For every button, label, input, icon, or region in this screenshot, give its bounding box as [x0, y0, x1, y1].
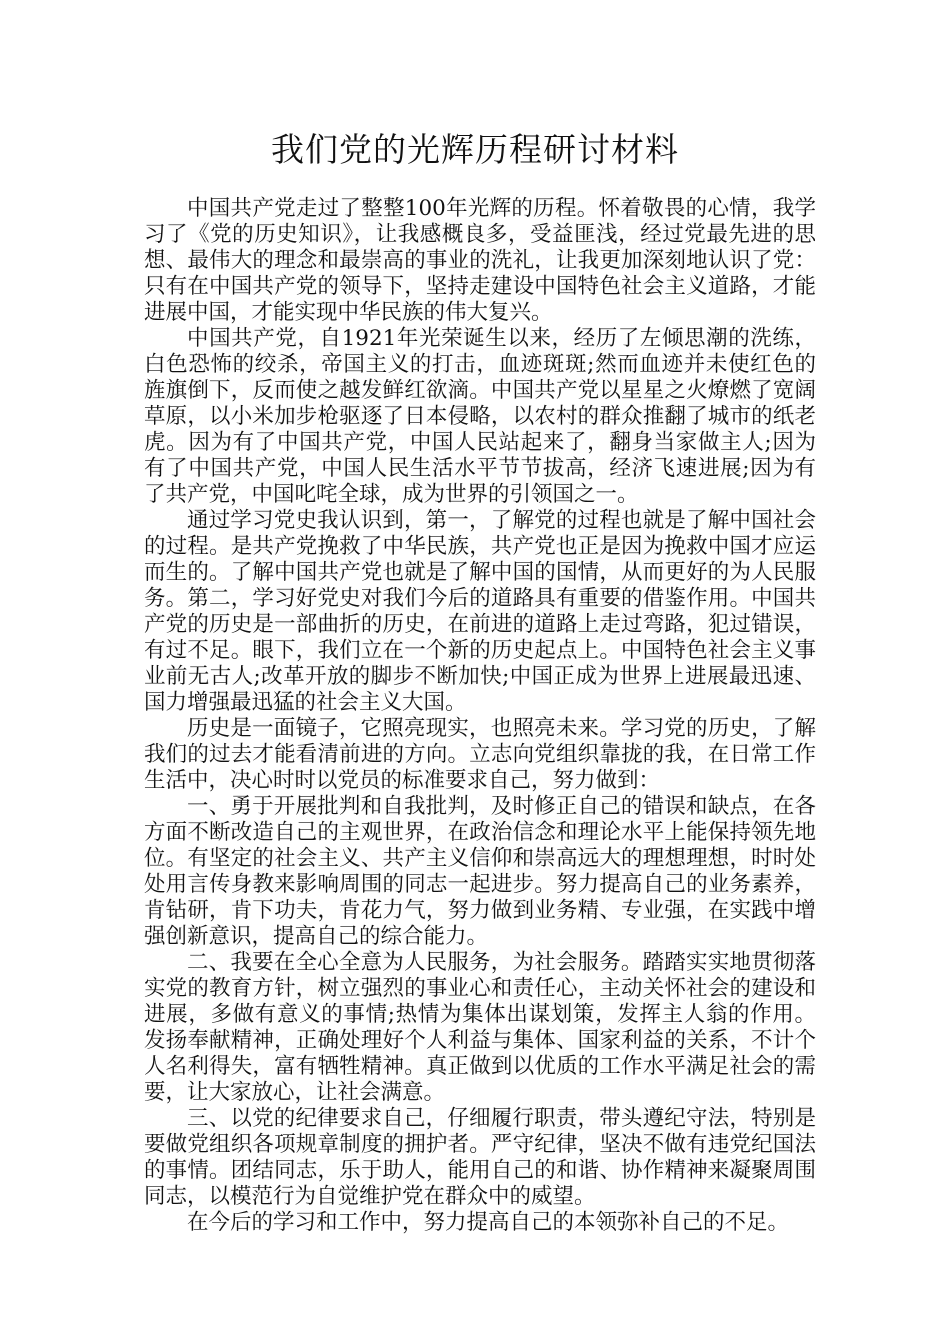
document-body — [144, 196, 816, 1236]
paragraph-5: 一、勇于开展批判和自我批判，及时修正自己的错误和缺点，在各方面不断改造自己的主观世界，在政治信念和理论水平上能保持领先地位。有坚定的社会主义、共产主义信仰和崇高远大的理想理想，时时处处用言传身教来影响周围的同志一起进步。努力提高自己的业务素养，肯钻研，肯下功夫，肯花力气，努力做到业务精、专业强，在实践中增强创新意识，提高自己的综合能力。 — [144, 794, 816, 949]
document-title: 我们党的光辉历程研讨材料 — [271, 130, 679, 169]
paragraph-6: 二、我要在全心全意为人民服务，为社会服务。踏踏实实地贯彻落实党的教育方针，树立强烈的事业心和责任心，主动关怀社会的建设和进展，多做有意义的事情;热情为集体出谋划策，发挥主人翁的作用。发扬奉献精神，正确处理好个人利益与集体、国家利益的关系，不计个人名利得失，富有牺牲精神。真正做到以优质的工作水平满足社会的需要，让大家放心，让社会满意。 — [144, 950, 816, 1105]
paragraph-4: 历史是一面镜子，它照亮现实，也照亮未来。学习党的历史，了解我们的过去才能看清前进的方向。立志向党组织靠拢的我，在日常工作生活中，决心时时以党员的标准要求自己，努力做到： — [144, 716, 816, 793]
paragraph-1: 中国共产党走过了整整100年光辉的历程。怀着敬畏的心情，我学习了《党的历史知识》，让我感概良多，受益匪浅，经过党最先进的思想、最伟大的理念和最崇高的事业的洗礼，让我更加深刻地认识了党：只有在中国共产党的领导下，坚持走建设中国特色社会主义道路，才能进展中国，才能实现中华民族的伟大复兴。 — [144, 196, 816, 325]
paragraph-2: 中国共产党，自1921年光荣诞生以来，经历了左倾思潮的洗练，白色恐怖的绞杀，帝国主义的打击，血迹斑斑;然而血迹并未使红色的旌旗倒下，反而使之越发鲜红欲滴。中国共产党以星星之火燎燃了宽阔草原，以小米加步枪驱逐了日本侵略，以农村的群众推翻了城市的纸老虎。因为有了中国共产党，中国人民站起来了，翻身当家做主人;因为有了中国共产党，中国人民生活水平节节拔高，经济飞速进展;因为有了共产党，中国叱咤全球，成为世界的引领国之一。 — [144, 326, 816, 507]
paragraph-3: 通过学习党史我认识到，第一，了解党的过程也就是了解中国社会的过程。是共产党挽救了中华民族，共产党也正是因为挽救中国才应运而生的。了解中国共产党也就是了解中国的国情，从而更好的为人民服务。第二，学习好党史对我们今后的道路具有重要的借鉴作用。中国共产党的历史是一部曲折的历史，在前进的道路上走过弯路，犯过错误，有过不足。眼下，我们立在一个新的历史起点上。中国特色社会主义事业前无古人;改革开放的脚步不断加快;中国正成为世界上进展最迅速、国力增强最迅猛的社会主义大国。 — [144, 508, 816, 715]
paragraph-7: 三、以党的纪律要求自己，仔细履行职责，带头遵纪守法，特别是要做党组织各项规章制度的拥护者。严守纪律，坚决不做有违党纪国法的事情。团结同志，乐于助人，能用自己的和谐、协作精神来凝聚周围同志，以模范行为自觉维护党在群众中的威望。 — [144, 1106, 816, 1209]
paragraph-8: 在今后的学习和工作中，努力提高自己的本领弥补自己的不足。 — [187, 1210, 790, 1235]
